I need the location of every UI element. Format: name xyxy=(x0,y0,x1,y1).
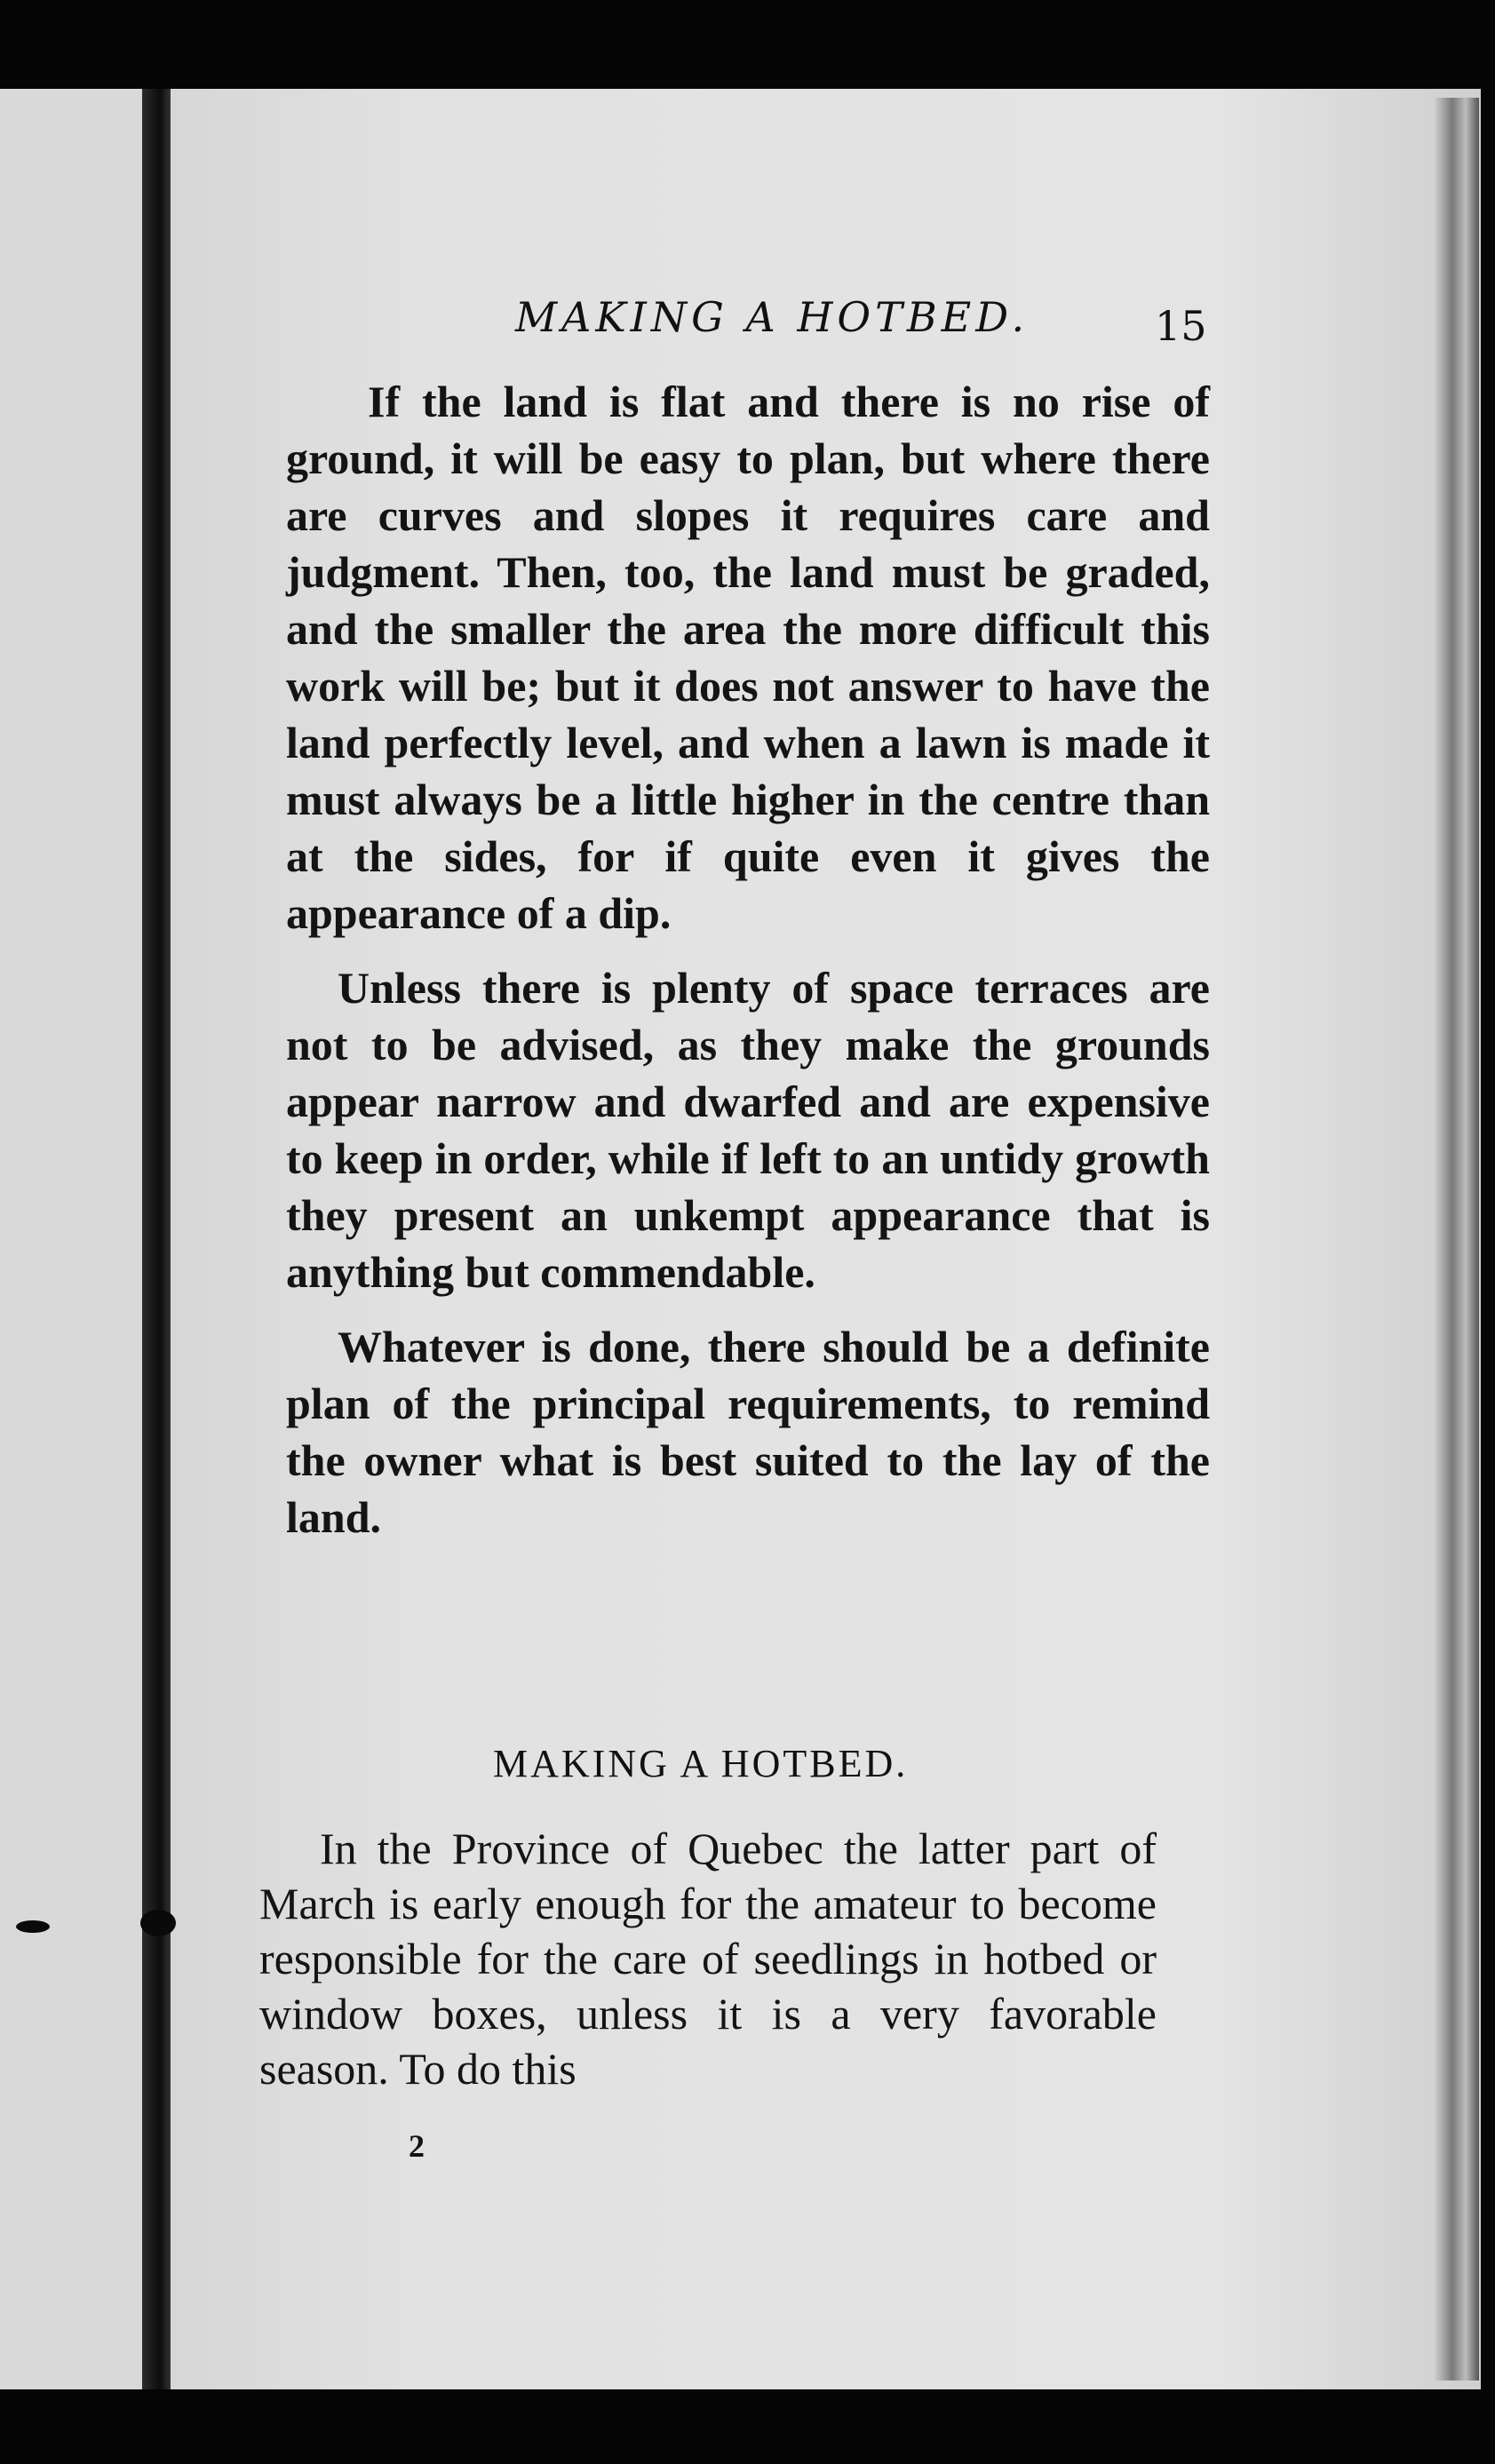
paragraph: In the Province of Quebec the latter part of March is early enough for the amateur to become responsible for the care of seedlings in hotbed or window boxes, unless it is a very favorable season. To do this xyxy=(259,1824,1157,2094)
paragraph: Whatever is done, there should be a definite plan of the principal requirements, to remind the owner what is best suited to the lay of the land. xyxy=(286,1322,1210,1542)
section-body xyxy=(259,1821,1157,2096)
body-text xyxy=(286,373,1210,1563)
book-spine xyxy=(142,89,172,2389)
section-heading: MAKING A HOTBED. xyxy=(493,1742,909,1785)
ink-blot xyxy=(140,1910,176,1936)
paragraph: Unless there is plenty of space terraces are not to be advised, as they make the grounds appear narrow and dwarfed and are expensive to keep in order, while if left to an untidy growth they present an unkempt appearance that is anything but commendable. xyxy=(286,963,1210,1297)
bottom-border xyxy=(0,2389,1495,2464)
previous-page-edge xyxy=(0,89,151,2389)
paragraph: If the land is flat and there is no rise of ground, it will be easy to plan, but where there are curves and slopes it requires care and judgment. Then, too, the land must be graded, and the smaller the area the more difficult this work will be; but it does not answer to have the land perfectly level, and when a lawn is made it must always be a little higher in the centre than at the sides, for if quite even it gives the appearance of a dip. xyxy=(286,377,1210,938)
running-head: MAKING A HOTBED. xyxy=(515,293,1030,341)
page-number: 15 xyxy=(1155,302,1207,350)
page-edge-shadow xyxy=(1435,98,1479,2381)
signature-mark: 2 xyxy=(409,2128,425,2164)
ink-blot xyxy=(16,1920,50,1933)
